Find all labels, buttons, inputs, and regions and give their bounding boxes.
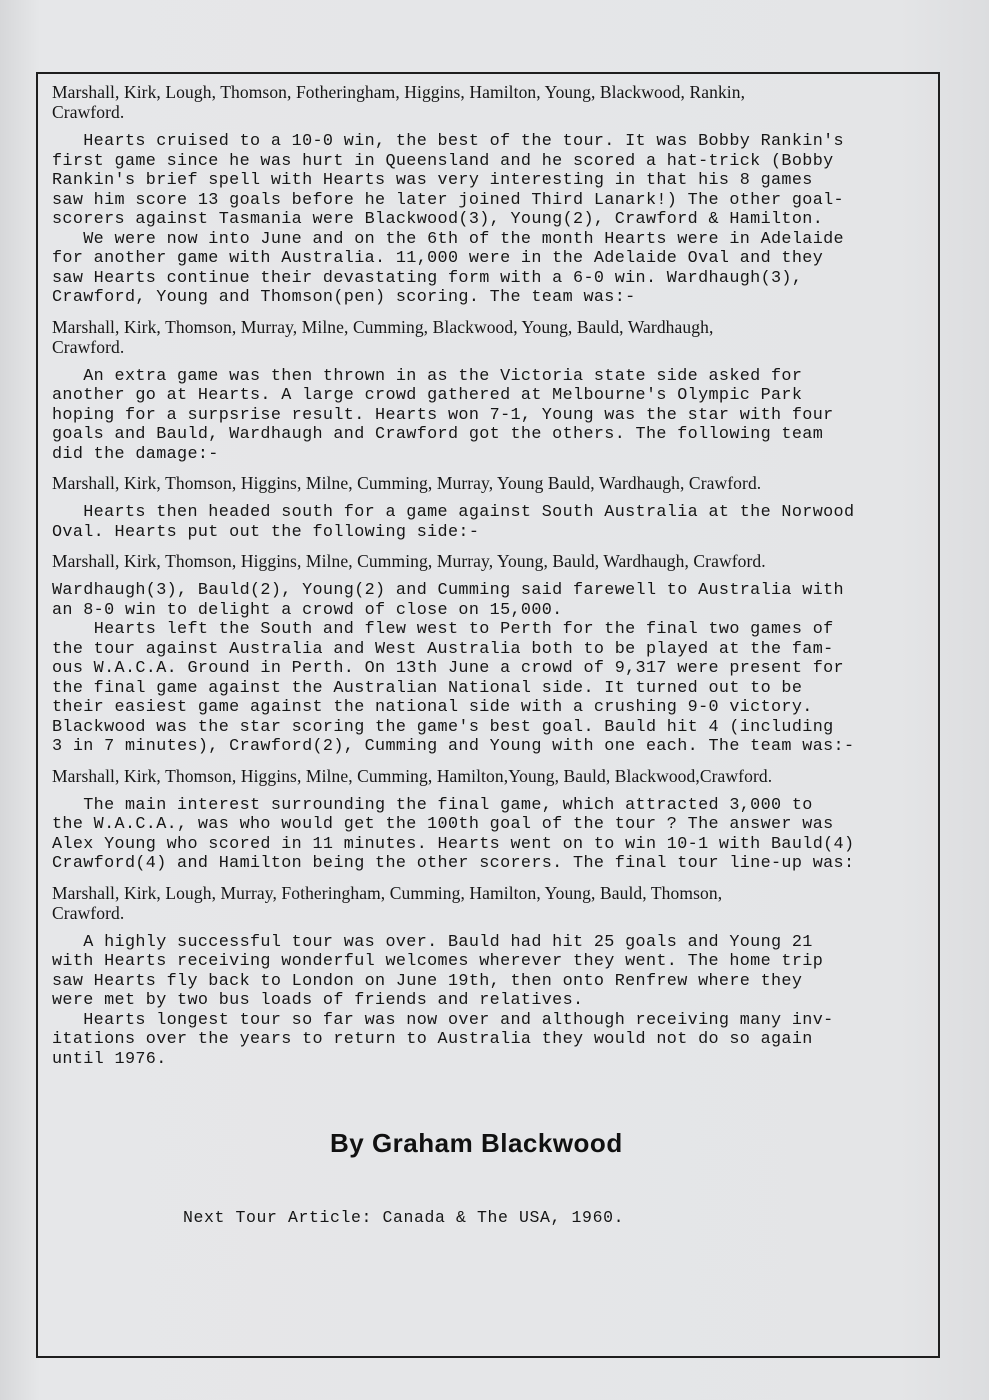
article-paragraph: Wardhaugh(3), Bauld(2), Young(2) and Cumming said farewell to Australia with an 8-0 win to delight a crowd of close on 15,000. Hearts left the South and flew west to Perth for the final two games of the tour against Australia and West Australia both to be played at the fam- ous W.A.C.A. Ground in Perth. On 13th June a crowd of 9,317 were present for the final game against the Australian National side. It turned out to be their easiest game against the national side with a crushing 9-0 victory. Blackwood was the star scoring the game's best goal. Bauld hit 4 (including 3 in 7 minutes), Crawford(2), Cumming and Young with one each. The team was:- <box>52 581 855 756</box>
article-paragraph: Hearts then headed south for a game against South Australia at the Norwood Oval. Hearts put out the following side:- <box>52 503 855 542</box>
next-article-note: Next Tour Article: Canada & The USA, 1960. <box>183 1208 625 1227</box>
article-paragraph: An extra game was then thrown in as the Victoria state side asked for another go at Hearts. A large crowd gathered at Melbourne's Olympic Park hoping for a surpsrise result. Hearts won 7-1, Young was the star with four goals and Bauld, Wardhaugh and Crawford got the others. The following team did the damage:- <box>52 366 834 464</box>
author-byline: By Graham Blackwood <box>330 1128 623 1158</box>
team-lineup: Marshall, Kirk, Thomson, Higgins, Milne, Cumming, Murray, Young Bauld, Wardhaugh, Crawford. <box>52 473 762 493</box>
article-body <box>52 82 942 1078</box>
team-lineup: Marshall, Kirk, Thomson, Higgins, Milne, Cumming, Murray, Young, Bauld, Wardhaugh, Crawford. <box>52 551 766 571</box>
article-paragraph: A highly successful tour was over. Bauld had hit 25 goals and Young 21 with Hearts receiving wonderful welcomes wherever they went. The home trip saw Hearts fly back to London on June 19th, then onto Renfrew where they were met by two bus loads of friends and relatives. Hearts longest tour so far was now over and although receiving many inv- itations over the years to return to Australia they would not do so again until 1976. <box>52 932 834 1069</box>
article-paragraph: The main interest surrounding the final game, which attracted 3,000 to the W.A.C.A., was who would get the 100th goal of the tour ? The answer was Alex Young who scored in 11 minutes. Hearts went on to win 10-1 with Bauld(4) Crawford(4) and Hamilton being the other scorers. The final tour line-up was: <box>52 795 855 873</box>
team-lineup: Marshall, Kirk, Lough, Murray, Fotheringham, Cumming, Hamilton, Young, Bauld, Thomson, Crawford. <box>52 882 723 923</box>
team-lineup: Marshall, Kirk, Thomson, Higgins, Milne, Cumming, Hamilton,Young, Bauld, Blackwood,Crawford. <box>52 765 773 786</box>
team-lineup: Marshall, Kirk, Lough, Thomson, Fotheringham, Higgins, Hamilton, Young, Blackwood, Rankin, Crawford. <box>52 82 746 122</box>
team-lineup: Marshall, Kirk, Thomson, Murray, Milne, Cumming, Blackwood, Young, Bauld, Wardhaugh, Crawford. <box>52 316 714 357</box>
article-paragraph: Hearts cruised to a 10-0 win, the best of the tour. It was Bobby Rankin's first game since he was hurt in Queensland and he scored a hat-trick (Bobby Rankin's brief spell with Hearts was very interesting in that his 8 games saw him score 13 goals before he later joined Third Lanark!) The other goal- scorers against Tasmania were Blackwood(3), Young(2), Crawford & Hamilton. We were now into June and on the 6th of the month Hearts were in Adelaide for another game with Australia. 11,000 were in the Adelaide Oval and they saw Hearts continue their devastating form with a 6-0 win. Wardhaugh(3), Crawford, Young and Thomson(pen) scoring. The team was:- <box>52 132 844 307</box>
